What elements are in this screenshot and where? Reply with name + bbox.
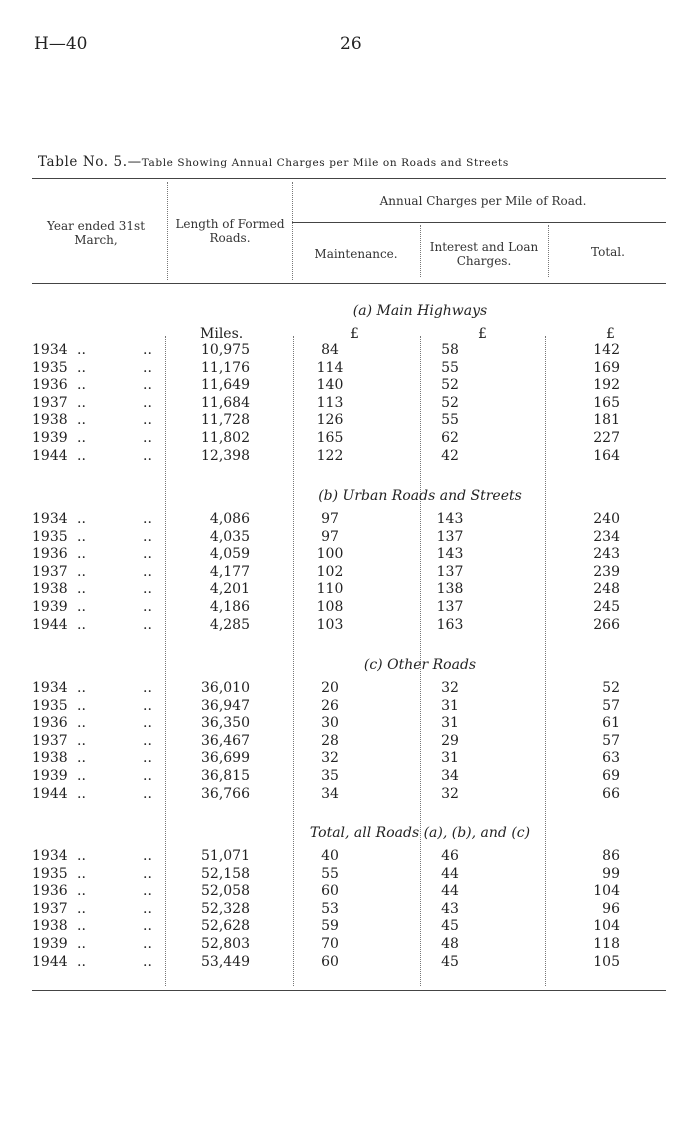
total-cell: 69 (602, 768, 620, 784)
total-cell: 52 (602, 680, 620, 696)
leader-dots: .. (77, 377, 86, 394)
maintenance-cell: 40 (321, 848, 339, 864)
maintenance-cell: 60 (321, 883, 339, 900)
total-cell: 105 (593, 953, 620, 970)
interest-cell: 31 (441, 750, 459, 767)
leader-dots: .. (77, 697, 86, 714)
maintenance-cell: 114 (316, 359, 344, 376)
maintenance-cell: 59 (321, 918, 339, 935)
interest-cell: 44 (441, 883, 459, 900)
table-row (0, 564, 700, 581)
table-row (0, 866, 700, 883)
length-cell: 11,728 (201, 412, 250, 429)
maintenance-cell: 53 (321, 900, 339, 917)
length-cell: 36,350 (201, 715, 250, 732)
total-cell: 227 (593, 430, 620, 446)
interest-cell: 48 (441, 936, 459, 952)
maintenance-cell: 55 (321, 865, 339, 882)
total-cell: 104 (593, 918, 620, 935)
length-cell: 11,649 (201, 377, 250, 394)
year-cell: 1936 (32, 715, 68, 732)
table-row (0, 733, 700, 750)
leader-dots: .. (143, 715, 152, 732)
leader-dots: .. (77, 511, 86, 527)
total-cell: 118 (593, 936, 620, 952)
table-row (0, 680, 700, 697)
table-row (0, 617, 700, 634)
units-total: £ (606, 326, 615, 342)
column-header-annual-group: Annual Charges per Mile of Road. (379, 194, 587, 208)
leader-dots: .. (143, 697, 152, 714)
leader-dots: .. (77, 528, 86, 545)
units-length: Miles. (200, 326, 244, 342)
header-divider (548, 225, 549, 277)
column-header-length: Length of Formed Roads. (175, 217, 285, 245)
column-header-maintenance: Maintenance. (314, 247, 398, 261)
interest-cell: 29 (441, 732, 459, 749)
table-title-prefix: Table No. 5.— (38, 154, 142, 170)
leader-dots: .. (143, 936, 152, 952)
page-number: 26 (340, 34, 362, 54)
table-row (0, 342, 700, 359)
leader-dots: .. (77, 732, 86, 749)
length-cell: 36,699 (201, 750, 250, 767)
leader-dots: .. (143, 581, 152, 598)
leader-dots: .. (143, 768, 152, 784)
length-cell: 4,177 (209, 563, 250, 580)
leader-dots: .. (143, 680, 152, 696)
year-cell: 1934 (32, 342, 68, 358)
interest-cell: 46 (441, 848, 459, 864)
total-cell: 192 (593, 377, 620, 394)
length-cell: 36,815 (201, 768, 250, 784)
interest-cell: 58 (441, 342, 459, 358)
leader-dots: .. (77, 394, 86, 411)
length-cell: 11,176 (201, 359, 250, 376)
leader-dots: .. (77, 359, 86, 376)
year-cell: 1936 (32, 546, 68, 563)
leader-dots: .. (77, 412, 86, 429)
total-cell: 234 (593, 528, 620, 545)
page-reference: H—40 (34, 34, 88, 54)
section-title: (b) Urban Roads and Streets (318, 488, 522, 504)
leader-dots: .. (143, 447, 152, 464)
table-row (0, 395, 700, 412)
leader-dots: .. (77, 848, 86, 864)
length-cell: 36,010 (201, 680, 250, 696)
total-cell: 169 (593, 359, 620, 376)
table-row (0, 786, 700, 803)
interest-cell: 143 (436, 511, 464, 527)
total-cell: 104 (593, 883, 620, 900)
leader-dots: .. (143, 511, 152, 527)
leader-dots: .. (143, 865, 152, 882)
leader-dots: .. (143, 953, 152, 970)
table-row (0, 599, 700, 616)
length-cell: 4,086 (209, 511, 250, 527)
interest-cell: 137 (436, 563, 464, 580)
maintenance-cell: 26 (321, 697, 339, 714)
maintenance-cell: 34 (321, 785, 339, 802)
leader-dots: .. (77, 883, 86, 900)
maintenance-cell: 102 (316, 563, 344, 580)
total-cell: 243 (593, 546, 620, 563)
units-interest: £ (478, 326, 487, 342)
leader-dots: .. (143, 563, 152, 580)
year-cell: 1944 (32, 785, 68, 802)
table-row (0, 918, 700, 935)
length-cell: 52,803 (201, 936, 250, 952)
leader-dots: .. (143, 732, 152, 749)
leader-dots: .. (143, 359, 152, 376)
year-cell: 1935 (32, 697, 68, 714)
section-title: (c) Other Roads (363, 657, 477, 673)
units-maintenance: £ (350, 326, 359, 342)
table-row (0, 954, 700, 971)
year-cell: 1944 (32, 616, 68, 633)
interest-cell: 32 (441, 680, 459, 696)
length-cell: 4,285 (209, 616, 250, 633)
table-row (0, 750, 700, 767)
leader-dots: .. (77, 936, 86, 952)
maintenance-cell: 103 (316, 616, 344, 633)
table-row (0, 360, 700, 377)
interest-cell: 42 (441, 447, 459, 464)
leader-dots: .. (143, 599, 152, 615)
column-header-interest: Interest and Loan Charges. (429, 240, 539, 268)
year-cell: 1937 (32, 394, 68, 411)
table-bottom-rule (32, 990, 666, 991)
leader-dots: .. (77, 918, 86, 935)
interest-cell: 34 (441, 768, 459, 784)
maintenance-cell: 32 (321, 750, 339, 767)
maintenance-cell: 97 (321, 528, 339, 545)
table-row (0, 936, 700, 953)
leader-dots: .. (143, 900, 152, 917)
maintenance-cell: 60 (321, 953, 339, 970)
leader-dots: .. (143, 883, 152, 900)
table-row (0, 529, 700, 546)
year-cell: 1934 (32, 848, 68, 864)
leader-dots: .. (77, 430, 86, 446)
total-cell: 164 (593, 447, 620, 464)
column-header-year: Year ended 31st March, (46, 219, 146, 247)
leader-dots: .. (143, 377, 152, 394)
table-row (0, 430, 700, 447)
maintenance-cell: 110 (316, 581, 344, 598)
length-cell: 4,059 (209, 546, 250, 563)
interest-cell: 62 (441, 430, 459, 446)
maintenance-cell: 35 (321, 768, 339, 784)
interest-cell: 55 (441, 359, 459, 376)
table-row (0, 412, 700, 429)
header-bottom-rule (32, 283, 666, 284)
leader-dots: .. (143, 430, 152, 446)
year-cell: 1936 (32, 377, 68, 394)
total-cell: 240 (593, 511, 620, 527)
total-cell: 248 (593, 581, 620, 598)
year-cell: 1937 (32, 900, 68, 917)
total-cell: 57 (602, 697, 620, 714)
interest-cell: 163 (436, 616, 464, 633)
year-cell: 1937 (32, 563, 68, 580)
year-cell: 1938 (32, 918, 68, 935)
year-cell: 1936 (32, 883, 68, 900)
leader-dots: .. (143, 528, 152, 545)
leader-dots: .. (143, 546, 152, 563)
maintenance-cell: 140 (316, 377, 344, 394)
maintenance-cell: 28 (321, 732, 339, 749)
table-title (38, 154, 509, 170)
leader-dots: .. (143, 412, 152, 429)
length-cell: 36,766 (201, 785, 250, 802)
maintenance-cell: 20 (321, 680, 339, 696)
leader-dots: .. (77, 900, 86, 917)
table-row (0, 511, 700, 528)
length-cell: 36,947 (201, 697, 250, 714)
total-cell: 165 (593, 394, 620, 411)
leader-dots: .. (77, 599, 86, 615)
year-cell: 1935 (32, 865, 68, 882)
maintenance-cell: 84 (321, 342, 339, 358)
length-cell: 12,398 (201, 447, 250, 464)
year-cell: 1939 (32, 936, 68, 952)
section-title: Total, all Roads (a), (b), and (c) (309, 825, 531, 841)
leader-dots: .. (143, 616, 152, 633)
interest-cell: 45 (441, 918, 459, 935)
maintenance-cell: 165 (316, 430, 344, 446)
leader-dots: .. (143, 394, 152, 411)
table-row (0, 377, 700, 394)
column-header-total: Total. (591, 245, 625, 259)
maintenance-cell: 97 (321, 511, 339, 527)
leader-dots: .. (143, 785, 152, 802)
maintenance-cell: 100 (316, 546, 344, 563)
leader-dots: .. (77, 953, 86, 970)
length-cell: 4,186 (209, 599, 250, 615)
year-cell: 1938 (32, 750, 68, 767)
leader-dots: .. (77, 785, 86, 802)
length-cell: 4,201 (209, 581, 250, 598)
interest-cell: 43 (441, 900, 459, 917)
total-cell: 57 (602, 732, 620, 749)
table-row (0, 581, 700, 598)
leader-dots: .. (143, 848, 152, 864)
interest-cell: 143 (436, 546, 464, 563)
year-cell: 1935 (32, 359, 68, 376)
total-cell: 61 (602, 715, 620, 732)
header-divider (292, 182, 293, 280)
total-cell: 239 (593, 563, 620, 580)
table-row (0, 768, 700, 785)
table-row (0, 698, 700, 715)
year-cell: 1939 (32, 599, 68, 615)
total-cell: 96 (602, 900, 620, 917)
leader-dots: .. (77, 616, 86, 633)
table-row (0, 848, 700, 865)
year-cell: 1944 (32, 953, 68, 970)
maintenance-cell: 126 (316, 412, 344, 429)
maintenance-cell: 30 (321, 715, 339, 732)
total-cell: 63 (602, 750, 620, 767)
total-cell: 181 (593, 412, 620, 429)
table-row (0, 546, 700, 563)
interest-cell: 52 (441, 377, 459, 394)
length-cell: 52,328 (201, 900, 250, 917)
year-cell: 1937 (32, 732, 68, 749)
interest-cell: 138 (436, 581, 464, 598)
table-title-text: Table Showing Annual Charges per Mile on Roads and Streets (141, 157, 509, 169)
length-cell: 11,684 (201, 394, 250, 411)
total-cell: 266 (593, 616, 620, 633)
total-cell: 245 (593, 599, 620, 615)
interest-cell: 44 (441, 865, 459, 882)
year-cell: 1939 (32, 768, 68, 784)
interest-cell: 55 (441, 412, 459, 429)
header-top-rule (32, 178, 666, 179)
leader-dots: .. (143, 342, 152, 358)
length-cell: 10,975 (201, 342, 250, 358)
year-cell: 1939 (32, 430, 68, 446)
leader-dots: .. (77, 581, 86, 598)
year-cell: 1934 (32, 680, 68, 696)
section-title: (a) Main Highways (352, 303, 488, 319)
length-cell: 51,071 (201, 848, 250, 864)
table-row (0, 715, 700, 732)
year-cell: 1944 (32, 447, 68, 464)
year-cell: 1934 (32, 511, 68, 527)
leader-dots: .. (77, 715, 86, 732)
leader-dots: .. (77, 768, 86, 784)
total-cell: 99 (602, 865, 620, 882)
length-cell: 52,158 (201, 865, 250, 882)
length-cell: 36,467 (201, 732, 250, 749)
year-cell: 1938 (32, 412, 68, 429)
interest-cell: 31 (441, 697, 459, 714)
total-cell: 86 (602, 848, 620, 864)
interest-cell: 32 (441, 785, 459, 802)
year-cell: 1938 (32, 581, 68, 598)
interest-cell: 52 (441, 394, 459, 411)
leader-dots: .. (77, 447, 86, 464)
total-cell: 142 (593, 342, 620, 358)
maintenance-cell: 113 (316, 394, 344, 411)
interest-cell: 137 (436, 528, 464, 545)
table-row (0, 901, 700, 918)
length-cell: 4,035 (209, 528, 250, 545)
leader-dots: .. (77, 865, 86, 882)
interest-cell: 137 (436, 599, 464, 615)
interest-cell: 31 (441, 715, 459, 732)
table-row (0, 448, 700, 465)
length-cell: 52,058 (201, 883, 250, 900)
year-cell: 1935 (32, 528, 68, 545)
maintenance-cell: 70 (321, 936, 339, 952)
leader-dots: .. (77, 546, 86, 563)
interest-cell: 45 (441, 953, 459, 970)
table-row (0, 883, 700, 900)
leader-dots: .. (77, 680, 86, 696)
length-cell: 53,449 (201, 953, 250, 970)
leader-dots: .. (143, 918, 152, 935)
leader-dots: .. (143, 750, 152, 767)
leader-dots: .. (77, 342, 86, 358)
maintenance-cell: 122 (316, 447, 344, 464)
leader-dots: .. (77, 750, 86, 767)
length-cell: 52,628 (201, 918, 250, 935)
leader-dots: .. (77, 563, 86, 580)
header-divider (420, 225, 421, 277)
header-sub-rule (292, 222, 666, 223)
total-cell: 66 (602, 785, 620, 802)
maintenance-cell: 108 (316, 599, 344, 615)
length-cell: 11,802 (201, 430, 250, 446)
